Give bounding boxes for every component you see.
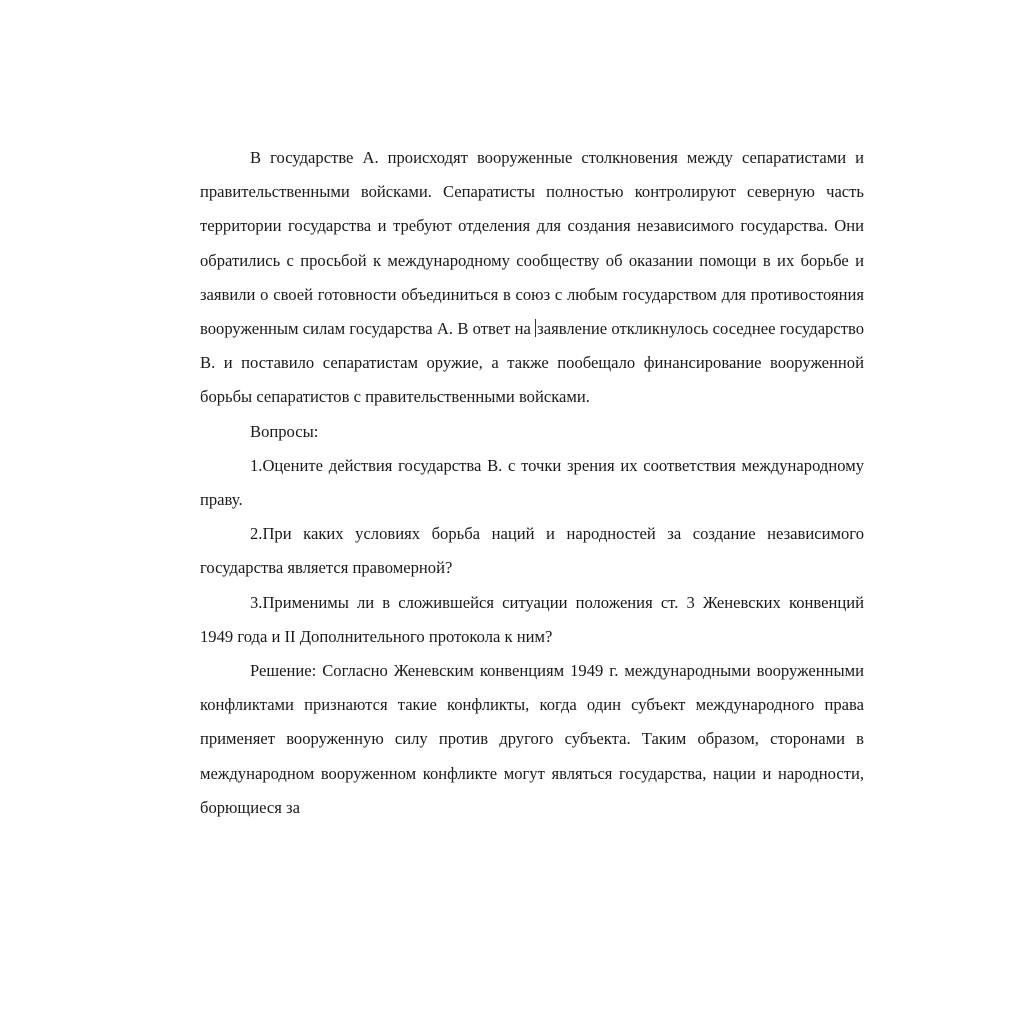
document-page — [200, 141, 864, 825]
questions-heading: Вопросы: — [250, 421, 319, 441]
case-text-part-1: В государстве А. происходят вооруженные столкновения между сепаратистами и правительственными войсками. Сепаратисты полностью контролируют северную часть территории государства и требуют отделения для создания независимого государства. Они обратились с просьбой к международному сообществу об оказании помощи в их борьбе и заявили о своей готовности объединиться в союз с любым государством для противостояния вооруженным силам государства А. В ответ на — [200, 148, 864, 339]
solution-paragraph: Решение: Согласно Женевским конвенциям 1949 г. международными вооруженными конфликтами признаются такие конфликты, когда один субъект международного права применяет вооруженную силу против другого субъекта. Таким образом, сторонами в международном вооруженном конфликте могут являться государства, нации и народности, борющиеся за — [200, 661, 864, 817]
question-2: 2.При каких условиях борьба наций и народностей за создание независимого государства является правомерной? — [200, 524, 864, 578]
question-3: 3.Применимы ли в сложившейся ситуации положения ст. 3 Женевских конвенций 1949 года и II Дополнительного протокола к ним? — [200, 592, 864, 646]
case-paragraph[interactable] — [200, 141, 864, 415]
question-1: 1.Оцените действия государства В. с точки зрения их соответствия международному праву. — [200, 455, 864, 510]
text-cursor — [535, 319, 536, 337]
case-text-part-2: заявление откликнулось соседнее государство В. и поставило сепаратистам оружие, а также пообещало финансирование вооруженной борьбы сепаратистов с правительственными войсками. — [200, 319, 864, 407]
